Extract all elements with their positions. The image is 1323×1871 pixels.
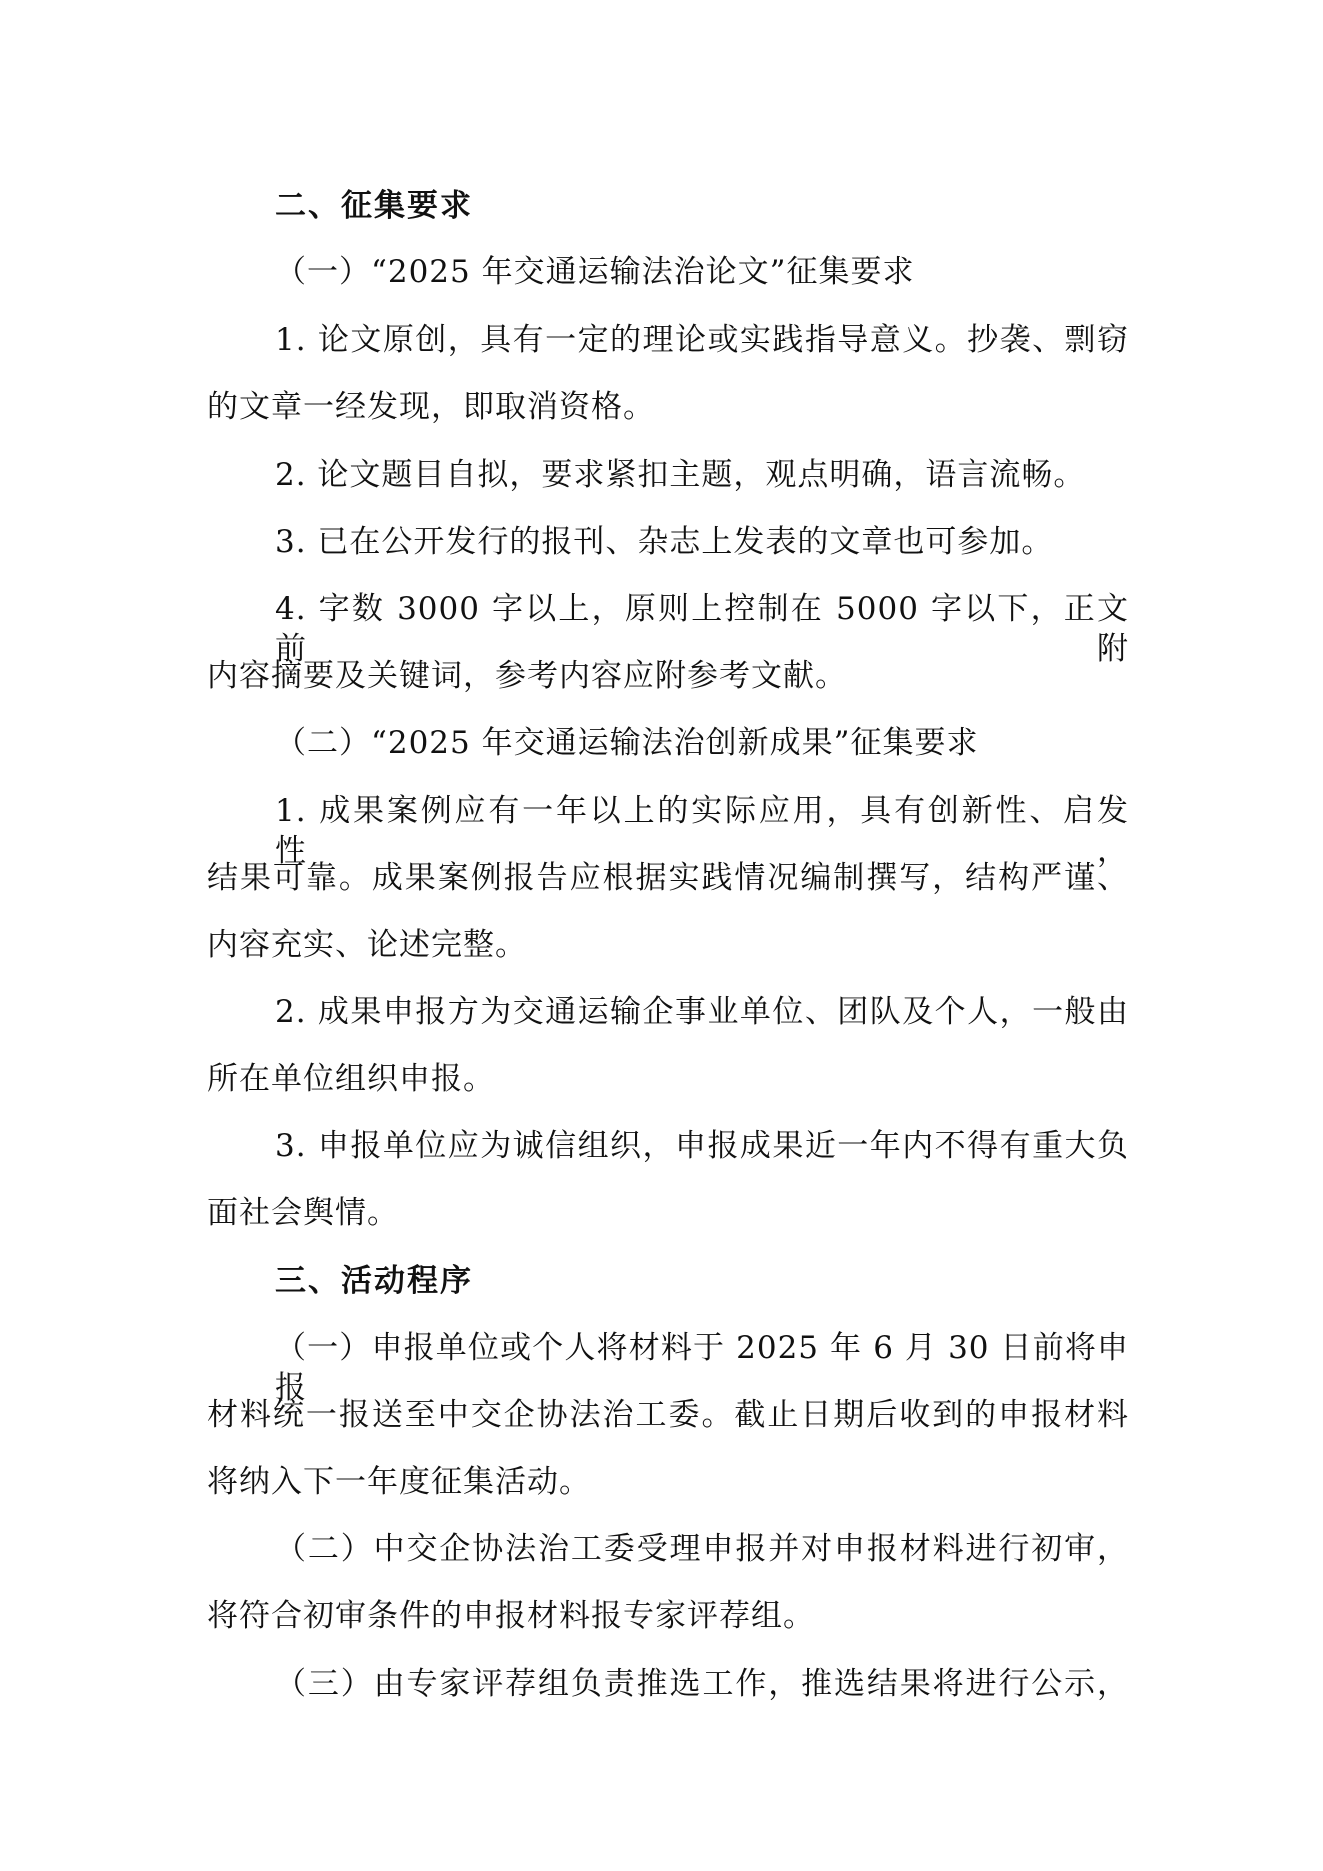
sub2-item-2-line-2: 所在单位组织申报。 bbox=[207, 1061, 495, 1097]
sub1-item-2-line-1: 2. 论文题目自拟，要求紧扣主题，观点明确，语言流畅。 bbox=[275, 457, 1086, 493]
sec3-item-1-line-2: 材料统一报送至中交企协法治工委。截止日期后收到的申报材料 bbox=[207, 1397, 1129, 1433]
sub2-item-1-line-1: 1. 成果案例应有一年以上的实际应用，具有创新性、启发性， bbox=[275, 793, 1129, 869]
subsection-1-title: （一）“2025 年交通运输法治论文”征集要求 bbox=[275, 254, 915, 290]
sub2-item-3-line-1: 3. 申报单位应为诚信组织，申报成果近一年内不得有重大负 bbox=[275, 1128, 1129, 1164]
section-2-heading: 二、征集要求 bbox=[275, 188, 473, 224]
sub2-item-3-line-2: 面社会舆情。 bbox=[207, 1195, 399, 1231]
sub2-item-2-line-1: 2. 成果申报方为交通运输企事业单位、团队及个人，一般由 bbox=[275, 994, 1129, 1030]
sub2-item-1-line-3: 内容充实、论述完整。 bbox=[207, 927, 527, 963]
sec3-item-2-line-2: 将符合初审条件的申报材料报专家评荐组。 bbox=[207, 1598, 815, 1634]
sub1-item-3-line-1: 3. 已在公开发行的报刊、杂志上发表的文章也可参加。 bbox=[275, 524, 1054, 560]
sub1-item-4-line-1: 4. 字数 3000 字以上，原则上控制在 5000 字以下，正文前附 bbox=[275, 591, 1129, 667]
sec3-item-3-line-1: （三）由专家评荐组负责推选工作，推选结果将进行公示， bbox=[275, 1666, 1129, 1702]
sub2-item-1-line-2: 结果可靠。成果案例报告应根据实践情况编制撰写，结构严谨、 bbox=[207, 860, 1129, 896]
section-3-heading: 三、活动程序 bbox=[275, 1263, 473, 1299]
sub1-item-1-line-1: 1. 论文原创，具有一定的理论或实践指导意义。抄袭、剽窃 bbox=[275, 322, 1129, 358]
sec3-item-1-line-1: （一）申报单位或个人将材料于 2025 年 6 月 30 日前将申报 bbox=[275, 1330, 1129, 1406]
sub1-item-1-line-2: 的文章一经发现，即取消资格。 bbox=[207, 389, 655, 425]
sec3-item-2-line-1: （二）中交企协法治工委受理申报并对申报材料进行初审， bbox=[275, 1531, 1129, 1567]
subsection-2-title: （二）“2025 年交通运输法治创新成果”征集要求 bbox=[275, 725, 979, 761]
sec3-item-1-line-3: 将纳入下一年度征集活动。 bbox=[207, 1464, 591, 1500]
sub1-item-4-line-2: 内容摘要及关键词，参考内容应附参考文献。 bbox=[207, 658, 847, 694]
